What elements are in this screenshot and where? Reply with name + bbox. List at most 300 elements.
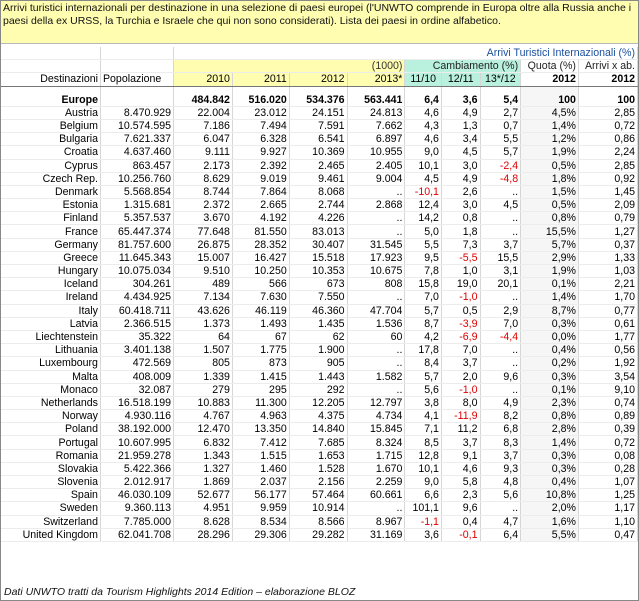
change-11-10: 3,8: [405, 396, 442, 409]
change-12-11: -6,9: [441, 330, 480, 343]
arrivals-per-inhabitant: 0,39: [578, 423, 637, 436]
table-row: [1, 515, 638, 528]
arrivals-2012: 1.900: [289, 344, 347, 357]
arrivals-2012: 83.013: [289, 225, 347, 238]
population: 5.568.854: [100, 185, 173, 198]
arrivals-2013: 4.734: [347, 410, 405, 423]
table-row: [1, 396, 638, 409]
change-13-12: -4,4: [480, 330, 521, 343]
change-13-12: 3,7: [480, 238, 521, 251]
arrivals-per-inhabitant: 0,92: [578, 172, 637, 185]
arrivals-2013: 60.661: [347, 489, 405, 502]
arrivals-2011: 566: [232, 278, 289, 291]
population: 472.569: [100, 357, 173, 370]
destination-name: Slovenia: [1, 476, 100, 489]
arrivals-2010: 8.629: [174, 172, 233, 185]
share-year-header: 2012: [521, 73, 579, 86]
destination-name: Latvia: [1, 317, 100, 330]
year-header: 2013*: [347, 73, 405, 86]
arrivals-2012: 8.068: [289, 185, 347, 198]
destination-name: Belgium: [1, 119, 100, 132]
change-11-10: 7,1: [405, 423, 442, 436]
arrivals-2011: 1.493: [232, 317, 289, 330]
population: 5.422.366: [100, 462, 173, 475]
arrivals-per-inhabitant: 2,85: [578, 159, 637, 172]
change-12-11: 7,0: [441, 344, 480, 357]
arrivals-per-inhabitant: 2,09: [578, 199, 637, 212]
arrivals-2013: 15.845: [347, 423, 405, 436]
population: 10.574.595: [100, 119, 173, 132]
arrivals-2012: 6.541: [289, 133, 347, 146]
arrivals-2011: 11.300: [232, 396, 289, 409]
arrivals-2012: 8.566: [289, 515, 347, 528]
arrivals-2012: 46.360: [289, 304, 347, 317]
change-11-10: 9,0: [405, 146, 442, 159]
table-row: [1, 476, 638, 489]
source-footer: Dati UNWTO tratti da Tourism Highlights 2014 Edition – elaborazione BLOZ: [4, 586, 356, 598]
share-2012: 0,5%: [521, 159, 579, 172]
change-11-10: 10,1: [405, 462, 442, 475]
arrivals-2013: 9.004: [347, 172, 405, 185]
share-2012: 15,5%: [521, 225, 579, 238]
share-2012: 0,3%: [521, 370, 579, 383]
destination-name: Estonia: [1, 199, 100, 212]
change-13-12: -4,8: [480, 172, 521, 185]
destination-name: Iceland: [1, 278, 100, 291]
change-11-10: 6,4: [405, 94, 442, 107]
population: 4.434.925: [100, 291, 173, 304]
arrivals-2013: ..: [347, 357, 405, 370]
change-12-11: 3,0: [441, 199, 480, 212]
arrivals-2012: 10.369: [289, 146, 347, 159]
arrivals-2010: 1.507: [174, 344, 233, 357]
year-header: 2011: [232, 73, 289, 86]
arrivals-2011: 1.775: [232, 344, 289, 357]
arrivals-per-inhabitant: 0,56: [578, 344, 637, 357]
change-13-12: 4,5: [480, 199, 521, 212]
arrivals-2011: 2.392: [232, 159, 289, 172]
change-13-12: 20,1: [480, 278, 521, 291]
change-13-12: 6,8: [480, 423, 521, 436]
arrivals-2013: 8.967: [347, 515, 405, 528]
change-12-11: -1,0: [441, 383, 480, 396]
destination-name: Austria: [1, 106, 100, 119]
share-2012: 5,7%: [521, 238, 579, 251]
table-row: [1, 265, 638, 278]
arrivals-2011: 23.012: [232, 106, 289, 119]
change-12-11: 3,6: [441, 94, 480, 107]
destination-name: Monaco: [1, 383, 100, 396]
arrivals-2011: 2.037: [232, 476, 289, 489]
per-inhab-header: Arrivi x ab.: [578, 60, 637, 73]
population: 62.041.708: [100, 528, 173, 541]
change-12-11: -11,9: [441, 410, 480, 423]
arrivals-2010: 1.343: [174, 449, 233, 462]
destination-name: Cyprus: [1, 159, 100, 172]
population: 11.645.343: [100, 251, 173, 264]
change-11-10: 17,8: [405, 344, 442, 357]
table-row: [1, 410, 638, 423]
arrivals-2013: 2.868: [347, 199, 405, 212]
population: 81.757.600: [100, 238, 173, 251]
change-12-11: 7,3: [441, 238, 480, 251]
arrivals-2011: 516.020: [232, 94, 289, 107]
table-row: [1, 225, 638, 238]
arrivals-2013: 563.441: [347, 94, 405, 107]
share-2012: 10,8%: [521, 489, 579, 502]
arrivals-2013: 2.405: [347, 159, 405, 172]
arrivals-2012: 62: [289, 330, 347, 343]
arrivals-2010: 1.339: [174, 370, 233, 383]
share-2012: 0,4%: [521, 344, 579, 357]
arrivals-2012: 15.518: [289, 251, 347, 264]
arrivals-2010: 12.470: [174, 423, 233, 436]
change-11-10: 101,1: [405, 502, 442, 515]
arrivals-per-inhabitant: 0,74: [578, 396, 637, 409]
change-11-10: 8,7: [405, 317, 442, 330]
arrivals-2010: 52.677: [174, 489, 233, 502]
arrivals-2012: 292: [289, 383, 347, 396]
table-row: [1, 251, 638, 264]
arrivals-2013: 7.662: [347, 119, 405, 132]
population: 3.401.138: [100, 344, 173, 357]
arrivals-per-inhabitant: 0,72: [578, 119, 637, 132]
arrivals-2011: 1.460: [232, 462, 289, 475]
change-13-12: ..: [480, 383, 521, 396]
destination-name: Bulgaria: [1, 133, 100, 146]
arrivals-2013: 10.675: [347, 265, 405, 278]
share-2012: 0,1%: [521, 278, 579, 291]
table-row: [1, 423, 638, 436]
change-13-12: 9,3: [480, 462, 521, 475]
change-13-12: 5,7: [480, 146, 521, 159]
arrivals-2011: 81.550: [232, 225, 289, 238]
arrivals-2012: 14.840: [289, 423, 347, 436]
share-2012: 8,7%: [521, 304, 579, 317]
change-12-11: -3,9: [441, 317, 480, 330]
table-row: [1, 146, 638, 159]
arrivals-per-inhabitant: 2,24: [578, 146, 637, 159]
change-11-10: 12,8: [405, 449, 442, 462]
population: 408.009: [100, 370, 173, 383]
destination-name: Poland: [1, 423, 100, 436]
arrivals-2010: 2.173: [174, 159, 233, 172]
change-13-12: 2,7: [480, 106, 521, 119]
arrivals-2011: 10.250: [232, 265, 289, 278]
table-row: [1, 357, 638, 370]
arrivals-2011: 29.306: [232, 528, 289, 541]
change-11-10: 4,6: [405, 133, 442, 146]
destination-name: Lithuania: [1, 344, 100, 357]
change-12-11: 8,0: [441, 396, 480, 409]
share-2012: 0,8%: [521, 410, 579, 423]
change-11-10: 10,1: [405, 159, 442, 172]
arrivals-2011: 9.019: [232, 172, 289, 185]
change-13-12: 8,3: [480, 436, 521, 449]
share-2012: 0,3%: [521, 449, 579, 462]
arrivals-2013: ..: [347, 502, 405, 515]
share-2012: 1,9%: [521, 265, 579, 278]
change-11-10: 8,5: [405, 436, 442, 449]
arrivals-per-inhabitant: 1,33: [578, 251, 637, 264]
arrivals-per-inhabitant: 0,37: [578, 238, 637, 251]
table-row: [1, 133, 638, 146]
change-13-12: 5,6: [480, 489, 521, 502]
arrivals-2010: 43.626: [174, 304, 233, 317]
population-header: Popolazione: [100, 73, 173, 86]
share-2012: 0,0%: [521, 330, 579, 343]
arrivals-per-inhabitant: 1,03: [578, 265, 637, 278]
arrivals-2013: 8.324: [347, 436, 405, 449]
arrivals-per-inhabitant: 3,54: [578, 370, 637, 383]
arrivals-2010: 9.111: [174, 146, 233, 159]
arrivals-2013: 47.704: [347, 304, 405, 317]
arrivals-2010: 4.951: [174, 502, 233, 515]
population: 32.087: [100, 383, 173, 396]
arrivals-2010: 6.047: [174, 133, 233, 146]
arrivals-2012: 7.591: [289, 119, 347, 132]
arrivals-per-inhabitant: 100: [578, 94, 637, 107]
change-12-11: -5,5: [441, 251, 480, 264]
change-11-10: 5,5: [405, 238, 442, 251]
population: 7.785.000: [100, 515, 173, 528]
population: 46.030.109: [100, 489, 173, 502]
arrivals-2012: 4.226: [289, 212, 347, 225]
share-2012: 2,0%: [521, 502, 579, 515]
change-11-10: 12,4: [405, 199, 442, 212]
population: 21.959.278: [100, 449, 173, 462]
destinations-header: Destinazioni: [1, 73, 100, 86]
arrivals-2010: 7.186: [174, 119, 233, 132]
population: 38.192.000: [100, 423, 173, 436]
table-row: [1, 212, 638, 225]
arrivals-2011: 6.328: [232, 133, 289, 146]
table-row: [1, 278, 638, 291]
share-2012: 1,5%: [521, 185, 579, 198]
arrivals-table: [1, 47, 638, 542]
arrivals-2011: 67: [232, 330, 289, 343]
arrivals-2011: 7.412: [232, 436, 289, 449]
change-13-12: 4,7: [480, 515, 521, 528]
change-12-11: 9,1: [441, 449, 480, 462]
table-row: [1, 502, 638, 515]
arrivals-2010: 26.875: [174, 238, 233, 251]
arrivals-per-inhabitant: 9,10: [578, 383, 637, 396]
population: 2.366.515: [100, 317, 173, 330]
arrivals-2012: 29.282: [289, 528, 347, 541]
arrivals-per-inhabitant: 0,86: [578, 133, 637, 146]
change-11-10: 9,0: [405, 476, 442, 489]
arrivals-2012: 24.151: [289, 106, 347, 119]
arrivals-per-inhabitant: 1,25: [578, 489, 637, 502]
population: 7.621.337: [100, 133, 173, 146]
arrivals-2012: 1.443: [289, 370, 347, 383]
arrivals-2010: 64: [174, 330, 233, 343]
change-13-12: 4,9: [480, 396, 521, 409]
share-2012: 1,8%: [521, 172, 579, 185]
change-13-12: 5,5: [480, 133, 521, 146]
change-12-11: 0,5: [441, 304, 480, 317]
change-12-11: 1,3: [441, 119, 480, 132]
arrivals-2011: 295: [232, 383, 289, 396]
arrivals-2011: 4.963: [232, 410, 289, 423]
table-row: [1, 238, 638, 251]
table-row: [1, 436, 638, 449]
change-12-11: 2,3: [441, 489, 480, 502]
description-note: Arrivi turistici internazionali per destinazione in una selezione di paesi europei (l'UNWTO comprende in Europa oltre alla Russia anche i paesi della ex URSS, la Turchia e Israele che qui non sono considerati). Lista dei paesi in ordine alfabetico.: [1, 1, 638, 44]
arrivals-2011: 2.665: [232, 199, 289, 212]
arrivals-2010: 1.373: [174, 317, 233, 330]
population: 863.457: [100, 159, 173, 172]
change-period-header: 12/11: [441, 73, 480, 86]
destination-name: Portugal: [1, 436, 100, 449]
arrivals-per-inhabitant: 0,89: [578, 410, 637, 423]
arrivals-2013: ..: [347, 291, 405, 304]
arrivals-2011: 13.350: [232, 423, 289, 436]
arrivals-per-inhabitant: 1,92: [578, 357, 637, 370]
population: 4.637.460: [100, 146, 173, 159]
change-13-12: ..: [480, 225, 521, 238]
destination-name: Spain: [1, 489, 100, 502]
share-2012: 0,3%: [521, 462, 579, 475]
table-row: [1, 383, 638, 396]
arrivals-2011: 873: [232, 357, 289, 370]
change-11-10: 7,0: [405, 291, 442, 304]
arrivals-2012: 2.465: [289, 159, 347, 172]
change-11-10: 14,2: [405, 212, 442, 225]
table-row: [1, 489, 638, 502]
arrivals-per-inhabitant: 0,61: [578, 317, 637, 330]
arrivals-2010: 2.372: [174, 199, 233, 212]
arrivals-2013: 1.670: [347, 462, 405, 475]
arrivals-2010: 15.007: [174, 251, 233, 264]
change-12-11: 1,8: [441, 225, 480, 238]
population: 16.518.199: [100, 396, 173, 409]
destination-name: Romania: [1, 449, 100, 462]
arrivals-per-inhabitant: 1,07: [578, 476, 637, 489]
arrivals-2012: 673: [289, 278, 347, 291]
table-row: [1, 317, 638, 330]
change-12-11: 4,6: [441, 462, 480, 475]
arrivals-per-inhabitant: 1,10: [578, 515, 637, 528]
change-12-11: 11,2: [441, 423, 480, 436]
destination-name: Italy: [1, 304, 100, 317]
arrivals-2011: 7.494: [232, 119, 289, 132]
arrivals-2012: 1.528: [289, 462, 347, 475]
arrivals-2012: 2.156: [289, 476, 347, 489]
change-13-12: ..: [480, 212, 521, 225]
share-2012: 1,4%: [521, 436, 579, 449]
arrivals-per-inhabitant: 1,17: [578, 502, 637, 515]
thousands-header: (1000): [174, 60, 405, 73]
arrivals-2012: 1.653: [289, 449, 347, 462]
table-row: [1, 330, 638, 343]
change-period-header: 13*/12: [480, 73, 521, 86]
arrivals-2013: 60: [347, 330, 405, 343]
arrivals-per-inhabitant: 0,77: [578, 304, 637, 317]
population: 10.256.760: [100, 172, 173, 185]
change-11-10: 9,5: [405, 251, 442, 264]
population: 4.930.116: [100, 410, 173, 423]
arrivals-2010: 279: [174, 383, 233, 396]
arrivals-per-inhabitant: 2,85: [578, 106, 637, 119]
change-12-11: 0,4: [441, 515, 480, 528]
destination-name: Denmark: [1, 185, 100, 198]
destination-name: Hungary: [1, 265, 100, 278]
arrivals-2011: 9.927: [232, 146, 289, 159]
change-11-10: 4,3: [405, 119, 442, 132]
arrivals-per-inhabitant: 0,72: [578, 436, 637, 449]
population: 2.012.917: [100, 476, 173, 489]
table-row: [1, 304, 638, 317]
arrivals-2011: 46.119: [232, 304, 289, 317]
change-13-12: ..: [480, 502, 521, 515]
arrivals-2010: 9.510: [174, 265, 233, 278]
change-11-10: 4,1: [405, 410, 442, 423]
destination-name: Luxembourg: [1, 357, 100, 370]
arrivals-2012: 7.550: [289, 291, 347, 304]
change-12-11: -1,0: [441, 291, 480, 304]
change-13-12: 5,4: [480, 94, 521, 107]
change-12-11: 2,6: [441, 185, 480, 198]
change-11-10: 5,7: [405, 370, 442, 383]
arrivals-2010: 10.883: [174, 396, 233, 409]
arrivals-2010: 4.767: [174, 410, 233, 423]
destination-name: Finland: [1, 212, 100, 225]
change-13-12: ..: [480, 344, 521, 357]
change-11-10: 6,6: [405, 489, 442, 502]
share-2012: 1,2%: [521, 133, 579, 146]
arrivals-2010: 8.628: [174, 515, 233, 528]
arrivals-per-inhabitant: 1,77: [578, 330, 637, 343]
share-2012: 2,3%: [521, 396, 579, 409]
change-11-10: 8,4: [405, 357, 442, 370]
table-row: [1, 185, 638, 198]
arrivals-2010: 1.869: [174, 476, 233, 489]
header-row-subgroup: [1, 60, 638, 73]
destination-name: Greece: [1, 251, 100, 264]
arrivals-2012: 12.205: [289, 396, 347, 409]
arrivals-2011: 16.427: [232, 251, 289, 264]
population: 1.315.681: [100, 199, 173, 212]
arrivals-2013: 17.923: [347, 251, 405, 264]
arrivals-2013: ..: [347, 383, 405, 396]
arrivals-2010: 7.134: [174, 291, 233, 304]
arrivals-2012: 4.375: [289, 410, 347, 423]
arrivals-2011: 56.177: [232, 489, 289, 502]
change-12-11: 4,5: [441, 146, 480, 159]
share-header: Quota (%): [521, 60, 579, 73]
arrivals-2012: 9.461: [289, 172, 347, 185]
share-2012: 2,9%: [521, 251, 579, 264]
population: 60.418.711: [100, 304, 173, 317]
change-12-11: 3,7: [441, 357, 480, 370]
destination-name: Sweden: [1, 502, 100, 515]
change-13-12: ..: [480, 357, 521, 370]
change-12-11: 3,7: [441, 436, 480, 449]
share-2012: 4,5%: [521, 106, 579, 119]
change-12-11: 2,0: [441, 370, 480, 383]
arrivals-group-header: Arrivi Turistici Internazionali (%): [174, 47, 638, 60]
change-12-11: 0,8: [441, 212, 480, 225]
arrivals-2013: ..: [347, 212, 405, 225]
destination-name: Czech Rep.: [1, 172, 100, 185]
destination-name: Liechtenstein: [1, 330, 100, 343]
destination-name: France: [1, 225, 100, 238]
share-2012: 1,4%: [521, 119, 579, 132]
arrivals-2013: 1.536: [347, 317, 405, 330]
arrivals-per-inhabitant: 1,70: [578, 291, 637, 304]
